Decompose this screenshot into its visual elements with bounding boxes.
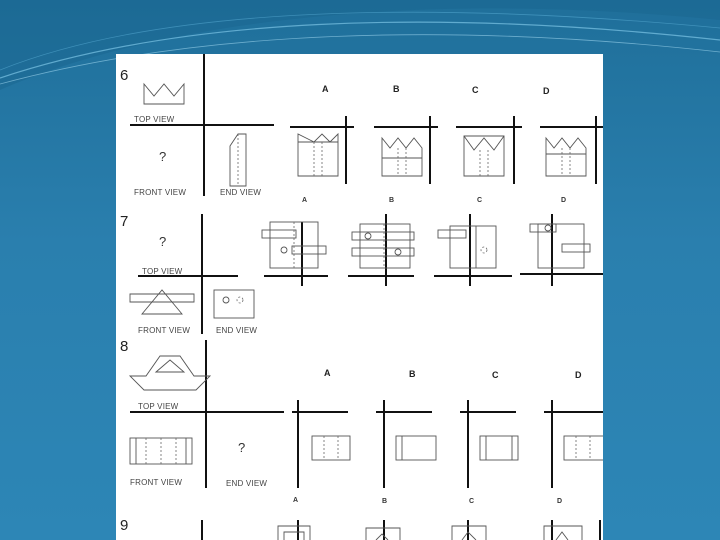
unknown-mark: ? — [238, 440, 246, 455]
front-view-label: FRONT VIEW — [130, 478, 183, 487]
option-b-figure[interactable] — [376, 400, 436, 488]
option-c-figure[interactable] — [460, 400, 518, 488]
option-b-figure[interactable] — [374, 116, 438, 184]
question-6 — [120, 54, 603, 204]
option-label: D — [543, 86, 550, 96]
end-view-label: END VIEW — [216, 326, 258, 335]
question-8 — [120, 338, 603, 505]
front-view-label: FRONT VIEW — [134, 188, 187, 197]
end-view-shape — [214, 290, 254, 318]
option-label: B — [382, 498, 388, 505]
option-c-figure[interactable] — [456, 116, 522, 184]
option-label: A — [324, 368, 331, 378]
option-label: C — [469, 498, 475, 505]
option-label: C — [492, 370, 499, 380]
question-number: 7 — [120, 213, 129, 230]
unknown-mark: ? — [159, 234, 167, 249]
option-a-figure[interactable] — [262, 222, 328, 286]
option-label: C — [472, 85, 479, 95]
option-b-figure[interactable] — [348, 214, 414, 286]
option-label: A — [302, 197, 308, 204]
option-label: B — [389, 197, 395, 204]
option-d-figure[interactable] — [520, 214, 603, 286]
option-label: C — [477, 197, 483, 204]
question-number: 6 — [120, 67, 129, 84]
question-number: 9 — [120, 517, 129, 534]
question-7 — [120, 213, 603, 335]
top-view-label: TOP VIEW — [134, 115, 175, 124]
option-label: D — [575, 370, 582, 380]
option-c-figure[interactable] — [434, 214, 512, 286]
option-a-figure[interactable] — [290, 116, 354, 184]
unknown-mark: ? — [159, 149, 167, 164]
option-a-figure[interactable] — [292, 400, 350, 488]
top-view-label: TOP VIEW — [142, 267, 183, 276]
top-view-shape — [130, 356, 210, 390]
option-label: D — [557, 498, 563, 505]
end-view-label: END VIEW — [220, 188, 262, 197]
option-label: A — [322, 84, 329, 94]
question-9 — [120, 517, 600, 540]
option-label: D — [561, 197, 567, 204]
front-view-label: FRONT VIEW — [138, 326, 191, 335]
option-d-figure[interactable] — [540, 116, 603, 184]
question-number: 8 — [120, 338, 129, 355]
worksheet-page — [116, 54, 603, 540]
option-label: A — [293, 497, 299, 504]
top-view-label: TOP VIEW — [138, 402, 179, 411]
option-label: B — [409, 369, 416, 379]
end-view-label: END VIEW — [226, 479, 268, 488]
worksheet-drawing — [116, 54, 603, 540]
top-view-shape — [144, 84, 184, 104]
option-d-figure[interactable] — [544, 400, 603, 488]
front-view-shape — [130, 294, 194, 302]
option-label: B — [393, 84, 400, 94]
